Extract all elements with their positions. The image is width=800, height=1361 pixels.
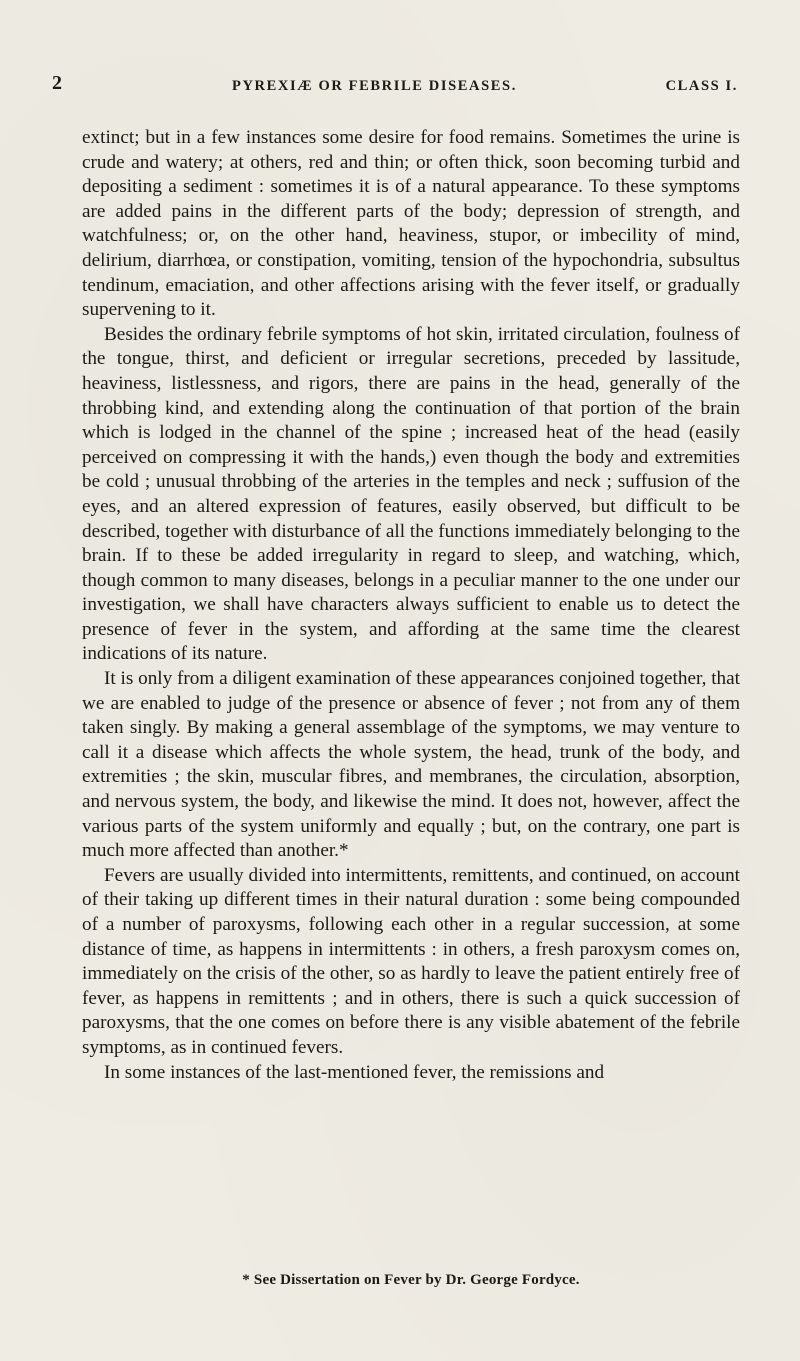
paragraph-continuation: extinct; but in a few instances some desire for food remains. Sometimes the urine is crude and watery; at others, red and thin; or often thick, soon becoming turbid and depositing a sediment : sometimes it is of a natural appearance. To these symptoms are added pains in the different parts of the body; depression of strength, and watchfulness; or, on the other hand, heaviness, stupor, or imbecility of mind, delirium, diarrhœa, or constipation, vomiting, tension of the hypochondria, subsultus tendinum, emaciation, and other affections arising with the fever itself, or gradually supervening to it.: [82, 127, 740, 321]
page-number: 2: [52, 72, 62, 94]
paragraph-febrile-symptoms: Besides the ordinary febrile symptoms of hot skin, irritated circulation, foulness of the tongue, thirst, and deficient or irregular secretions, preceded by lassitude, heaviness, listlessness, and rigors, there are pains in the head, generally of the throbbing kind, and extending along the continuation of that portion of the brain which is lodged in the channel of the spine ; increased heat of the head (easily perceived on compressing it with the hands,) even though the body and extremities be cold ; unusual throbbing of the arteries in the temples and neck ; suffusion of the eyes, and an altered expression of features, easily observed, but difficult to be described, together with disturbance of all the functions immediately belonging to the brain. If to these be added irregularity in regard to sleep, and watching, which, though common to many diseases, belongs in a peculiar manner to the one under our investigation, we shall have characters always sufficient to enable us to detect the presence of fever in the system, and affording at the same time the clearest indications of its nature.: [82, 323, 740, 665]
class-label: CLASS I.: [665, 78, 738, 94]
paragraph-remissions: In some instances of the last-mentioned fever, the remissions and: [104, 1061, 605, 1083]
running-header: [52, 72, 738, 98]
running-title: PYREXIÆ OR FEBRILE DISEASES.: [232, 78, 517, 94]
footnote: * See Dissertation on Fever by Dr. George Fordyce.: [242, 1272, 580, 1288]
paragraph-fever-types: Fevers are usually divided into intermittents, remittents, and continued, on account of their taking up different times in their natural duration : some being compounded of a number of paroxysms, following each other in a regular succession, at some distance of time, as happens in intermittents : in others, a fresh paroxysm comes on, immediately on the crisis of the other, so as hardly to leave the patient entirely free of fever, as happens in remittents ; and in others, there is such a quick succession of paroxysms, that the one comes on before there is any visible abatement of the febrile symptoms, as in continued fevers.: [82, 864, 740, 1058]
body-text: [82, 126, 740, 1085]
paragraph-examination: It is only from a diligent examination of these appearances conjoined together, that we are enabled to judge of the presence or absence of fever ; not from any of them taken singly. By making a general assemblage of the symptoms, we may venture to call it a disease which affects the whole system, the head, trunk of the body, and extremities ; the skin, muscular fibres, and membranes, the circulation, absorption, and nervous system, the body, and likewise the mind. It does not, however, affect the various parts of the system uniformly and equally ; but, on the contrary, one part is much more affected than another.*: [82, 668, 740, 862]
